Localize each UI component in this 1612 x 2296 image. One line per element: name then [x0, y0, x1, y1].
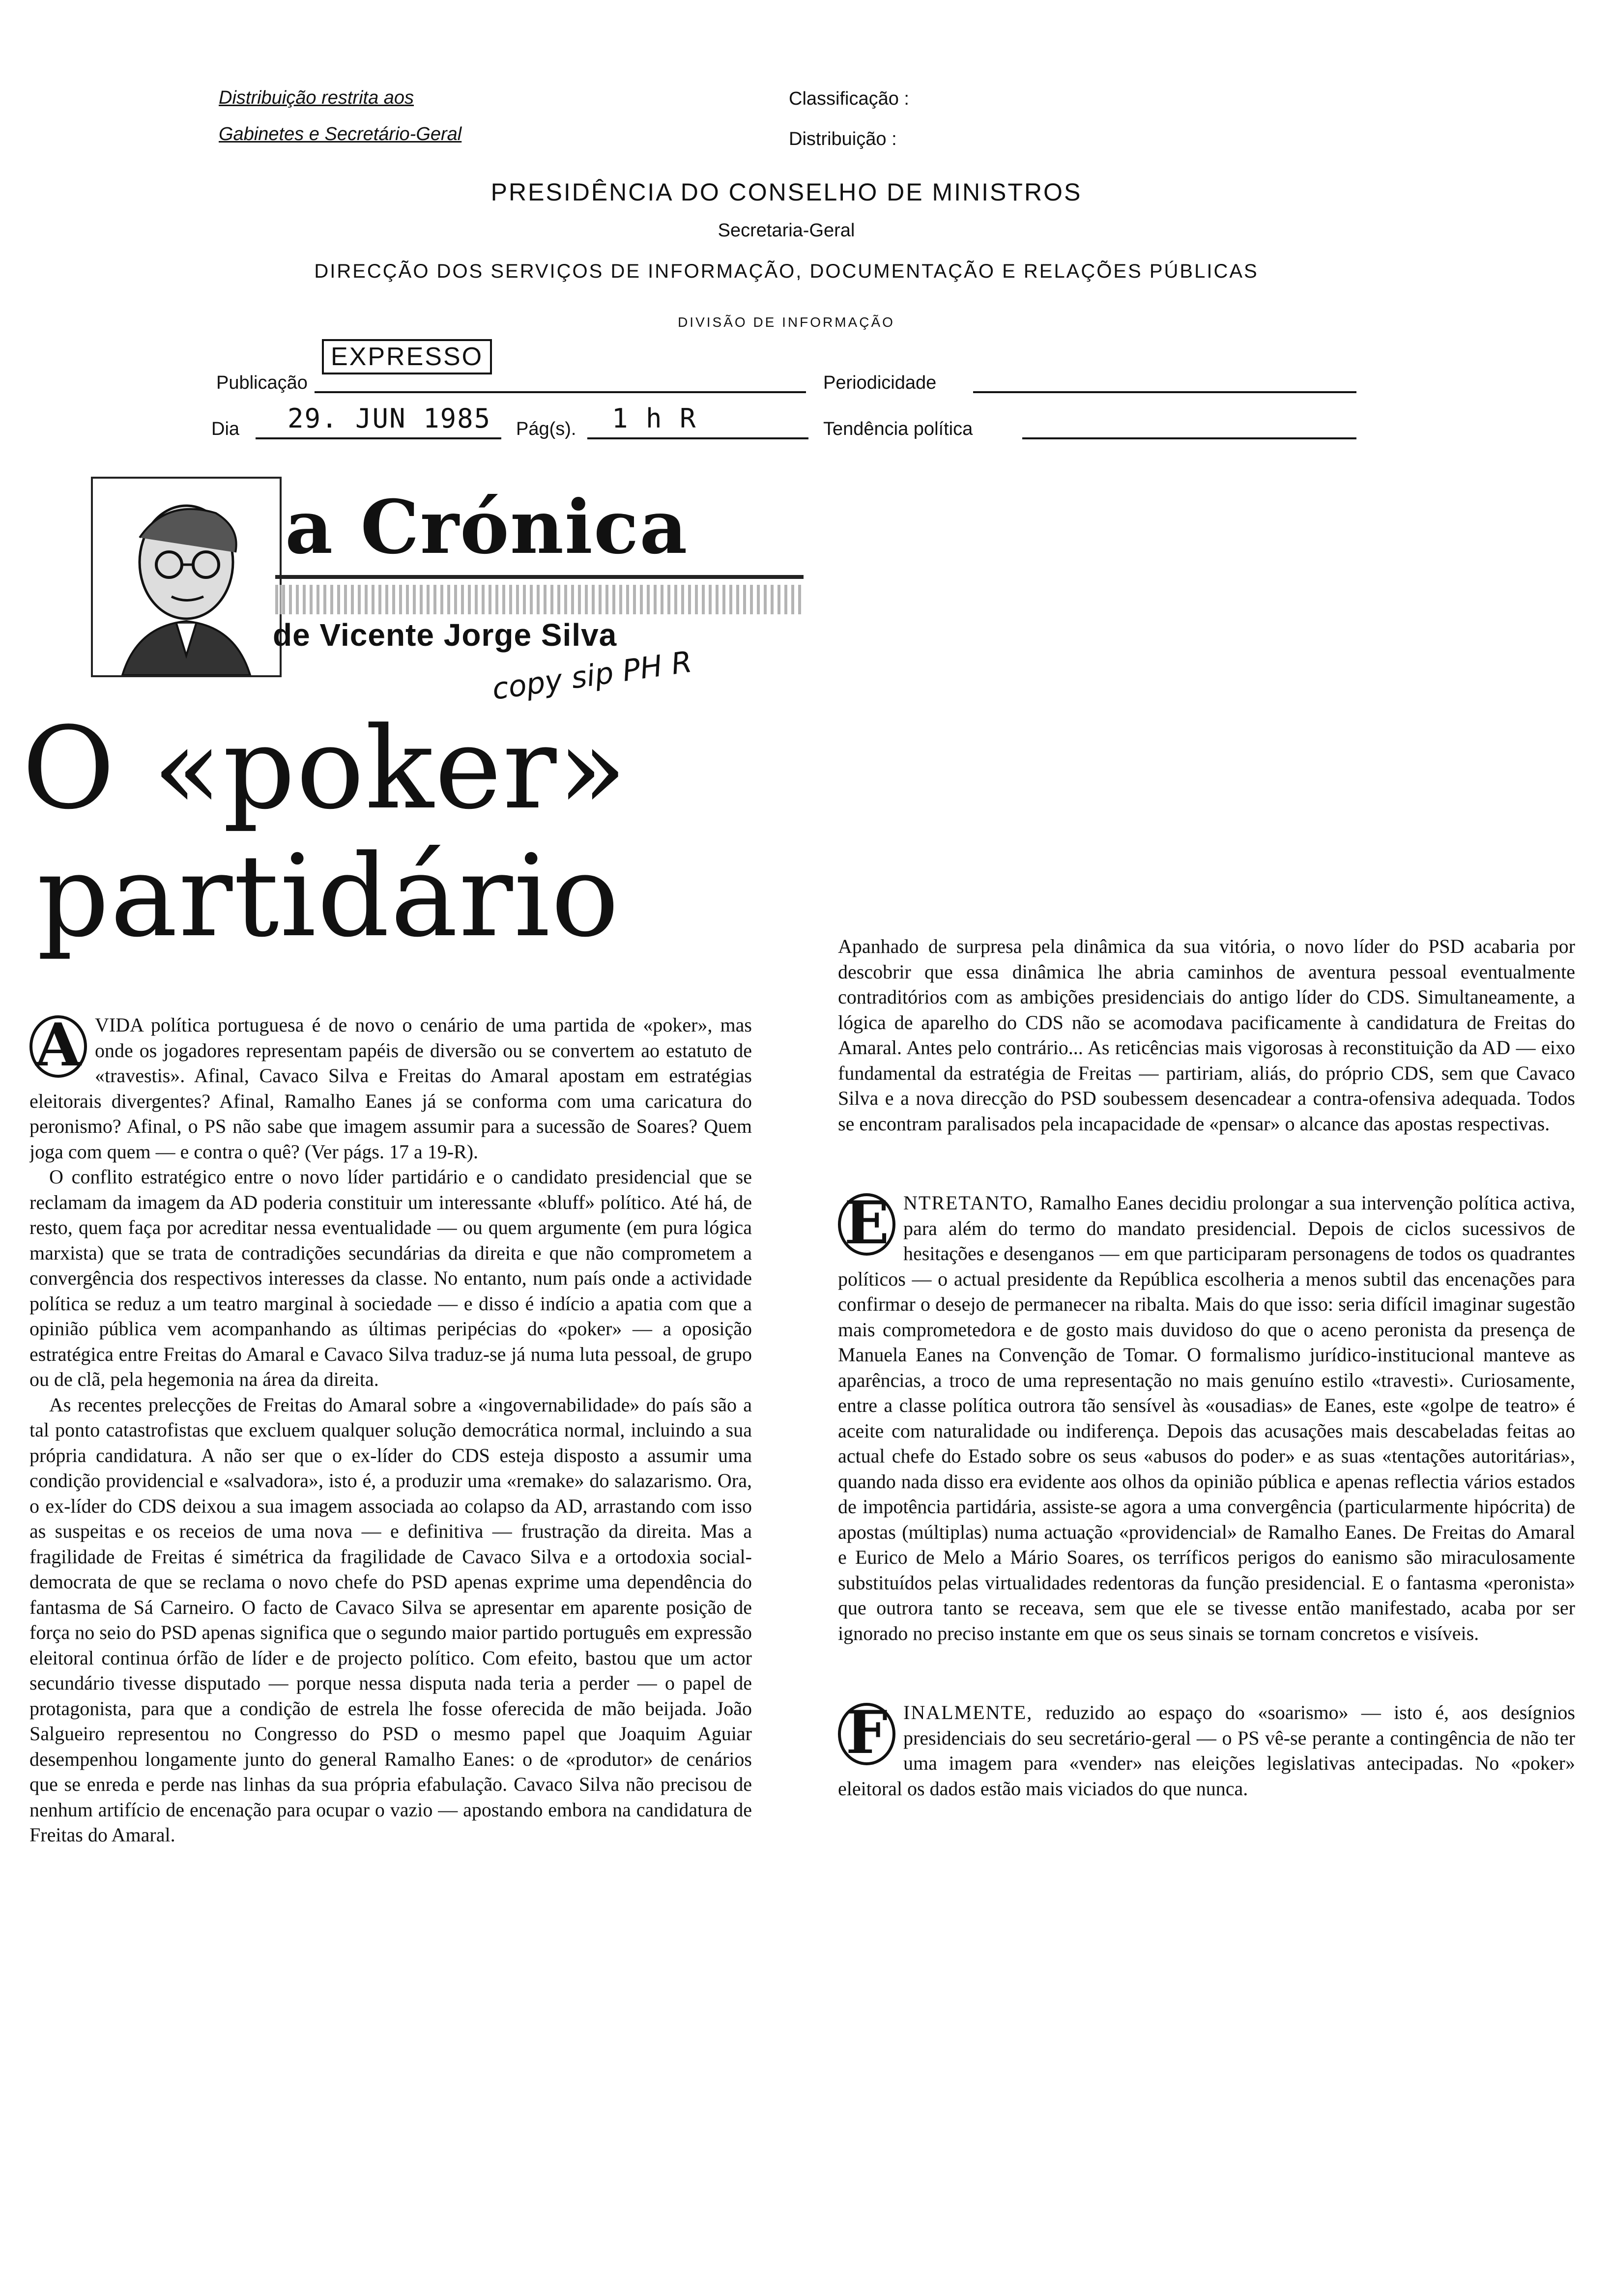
dropcap-a: A: [29, 1015, 87, 1078]
headline-line-1: O «poker»: [22, 703, 628, 834]
section-band: [275, 585, 804, 614]
right-paragraph-2-lead: NTRETANTO,: [903, 1192, 1035, 1214]
paragraph-gap-2: [838, 1646, 1575, 1700]
distribution-line-2: Gabinetes e Secretário-Geral: [219, 124, 462, 144]
classificacao-label: Classificação :: [789, 88, 909, 109]
periodicidade-line: [973, 391, 1356, 393]
dropcap-e: E: [838, 1193, 895, 1256]
org-title: PRESIDÊNCIA DO CONSELHO DE MINISTROS: [490, 178, 1082, 206]
handwritten-note: copy sip PH R: [490, 644, 694, 707]
left-paragraph-3: As recentes prelecções de Freitas do Amaral sobre a «ingovernabilidade» do país são a tal ponto catastrofistas que excluem qualquer solução democrática normal, incluindo a sua própria candidatura. A não ser que o ex-líder do CDS esteja disposto a assumir uma condição providencial e «salvadora», isto é, a produzir uma «remake» do salazarismo. Ora, o ex-líder do CDS deixou a sua imagem associada ao colapso da AD, arrastando com isso as suspeitas e os receios de uma nova — e definitiva — frustração da direita. Mas a fragilidade de Freitas é simétrica da fragilidade de Cavaco Silva e a ortodoxia social-democrata de que se reclama o novo chefe do PSD apenas exprime uma dependência do fantasma de Sá Carneiro. O facto de Cavaco Silva se apresentar em aparente posição de força no seio do PSD apenas significa que o segundo maior partido português em expressão eleitoral continua órfão de líder e de projecto político. Com efeito, bastou que um actor secundário tivesse disputado — porque nessa disputa nada teria a perder — o papel de protagonista, para que a condição de estrela lhe fosse oferecida de mão beijada. João Salgueiro representou no Congresso do PSD o mesmo papel que Joaquim Aguiar desempenhou longamente junto do general Ramalho Eanes: o de «produtor» de cenários que se enreda e perde nas linhas da sua própria efabulação. Cavaco Silva não precisou de nenhum artifício de encenação para ocupar o vazio — apostando embora na candidatura de Freitas do Amaral.: [29, 1393, 752, 1846]
left-paragraph-2: O conflito estratégico entre o novo líder partidário e o candidato presidencial que se reclamam da imagem da AD poderia constituir um interessante «bluff» político. Até há, de resto, quem faça por acreditar nessa eventualidade — ou quem argumente (em pura lógica marxista) que se trata de contradições secundárias da direita e que não comprometem a convergência dos respectivos interesses da classe. No entanto, num país onde a actividade política se reduz a um teatro marginal à sociedade — e disso é indício a apatia com que a opinião pública vem acompanhando as últimas peripécias do «poker» — a oposição estratégica entre Freitas do Amaral e Cavaco Silva traduz-se já numa luta pessoal, de grupo ou de clã, pela hegemonia na área da direita.: [29, 1166, 752, 1390]
right-column: [838, 934, 1575, 2089]
tendencia-label: Tendência política: [823, 419, 973, 439]
section-title: a Crónica: [285, 484, 689, 571]
right-paragraph-2-text: Ramalho Eanes decidiu prolongar a sua intervenção política activa, para além do termo do mandato presidencial. Depois de ciclos sucessivos de hesitações e desenganos — em que participaram personagens de todos os quadrantes políticos — o actual presidente da República escolheria a menos subtil das encenações para confirmar o desejo de permanecer na ribalta. Mais do que isso: seria difícil imaginar sugestão mais comprometedora e de gosto mais duvidoso do que o aceno peronista da presença de Manuela Eanes na Convenção de Tomar. O formalismo jurídico-institucional manteve as aparências, a troco de uma representação no mais genuíno estilo «travesti». Curiosamente, entre a classe política outrora tão sensível às «ousadias» de Eanes, este «golpe de teatro» é aceite com naturalidade ou indiferença. Depois das acusações mais descabeladas feitas ao actual chefe do Estado sobre os seus «abusos do poder» e as suas «tentações autoritárias», quando nada disso era evidente aos olhos da opinião pública e apenas reflectia vários estados de impotência partidária, assiste-se agora a uma convergência (particularmente hipócrita) de apostas (múltiplas) numa actuação «providencial» de Ramalho Eanes. De Freitas do Amaral e Eurico de Melo a Mário Soares, os terríficos perigos do eanismo são miraculosamente substituídos pelas virtualidades redentoras da função presidencial. E o fantasma «peronista» que outrora tanto se receava, sem que ele se tivesse então manifestado, acaba por ser ignorado no preciso instante em que os seus sinais se tornam concretos e visíveis.: [838, 1192, 1575, 1644]
dia-value: 29. JUN 1985: [288, 403, 491, 434]
periodicidade-label: Periodicidade: [823, 373, 937, 393]
section-rule: [275, 575, 804, 579]
right-paragraph-2: [838, 1190, 1575, 1646]
publicacao-line: [315, 391, 806, 393]
left-paragraph-1: [29, 1012, 752, 1164]
author-portrait: [91, 477, 282, 677]
right-paragraph-3: [838, 1700, 1575, 1801]
org-subtitle: Secretaria-Geral: [718, 220, 855, 241]
publicacao-label: Publicação: [216, 373, 308, 393]
right-paragraph-1: Apanhado de surpresa pela dinâmica da sua vitória, o novo líder do PSD acabaria por descobrir que essa dinâmica lhe abria caminhos de aventura pessoal eventualmente contraditórios com as ambições presidenciais do antigo líder do CDS. Simultaneamente, a lógica de aparelho do CDS não se acomodava pacificamente à candidatura de Freitas do Amaral. Antes pelo contrário... As reticências mais vigorosas à reconstituição da AD — eixo fundamental da estratégia de Freitas — partiriam, aliás, do próprio CDS, sem que Cavaco Silva e a nova direcção do PSD soubessem desencadear a contra-ofensiva adequada. Todos se encontram paralisados pela incapacidade de «pensar» o alcance das apostas respectivas.: [838, 935, 1575, 1135]
dia-line: [256, 437, 501, 439]
pags-value: 1 h R: [612, 403, 697, 434]
divisao-title: DIVISÃO DE INFORMAÇÃO: [678, 315, 895, 330]
author-portrait-drawing: [93, 479, 280, 675]
direccao-title: DIRECÇÃO DOS SERVIÇOS DE INFORMAÇÃO, DOCUMENTAÇÃO E RELAÇÕES PÚBLICAS: [314, 260, 1259, 282]
pags-label: Pág(s).: [516, 419, 576, 439]
dropcap-f: F: [838, 1703, 895, 1765]
distribution-line-1: Distribuição restrita aos: [219, 87, 414, 108]
left-column: [29, 1012, 752, 2280]
distribuicao-label: Distribuição :: [789, 129, 897, 149]
byline: de Vicente Jorge Silva: [273, 617, 617, 653]
publicacao-stamp: EXPRESSO: [322, 339, 492, 374]
right-paragraph-3-text: reduzido ao espaço do «soarismo» — isto é, aos desígnios presidenciais do seu secretário-geral — o PS vê-se perante a contingência de não ter uma imagem para «vender» nas eleições legislativas antecipadas. No «poker» eleitoral os dados estão mais viciados do que nunca.: [838, 1701, 1575, 1800]
dia-label: Dia: [211, 419, 240, 439]
right-paragraph-3-lead: INALMENTE,: [903, 1701, 1033, 1723]
tendencia-line: [1022, 437, 1356, 439]
left-paragraph-1-text: VIDA política portuguesa é de novo o cenário de uma partida de «poker», mas onde os jogadores representam papéis de diversão ou se convertem ao estatuto de «travestis». Afinal, Cavaco Silva e Freitas do Amaral apostam em estratégias eleitorais divergentes? Afinal, Ramalho Eanes já se conforma com uma caricatura do peronismo? Afinal, o PS não sabe que imagem assumir para a sucessão de Soares? Quem joga com quem — e contra o quê? (Ver págs. 17 a 19-R).: [29, 1014, 752, 1163]
paragraph-gap-1: [838, 1136, 1575, 1190]
pags-line: [587, 437, 808, 439]
headline-line-2: partidário: [37, 831, 620, 962]
